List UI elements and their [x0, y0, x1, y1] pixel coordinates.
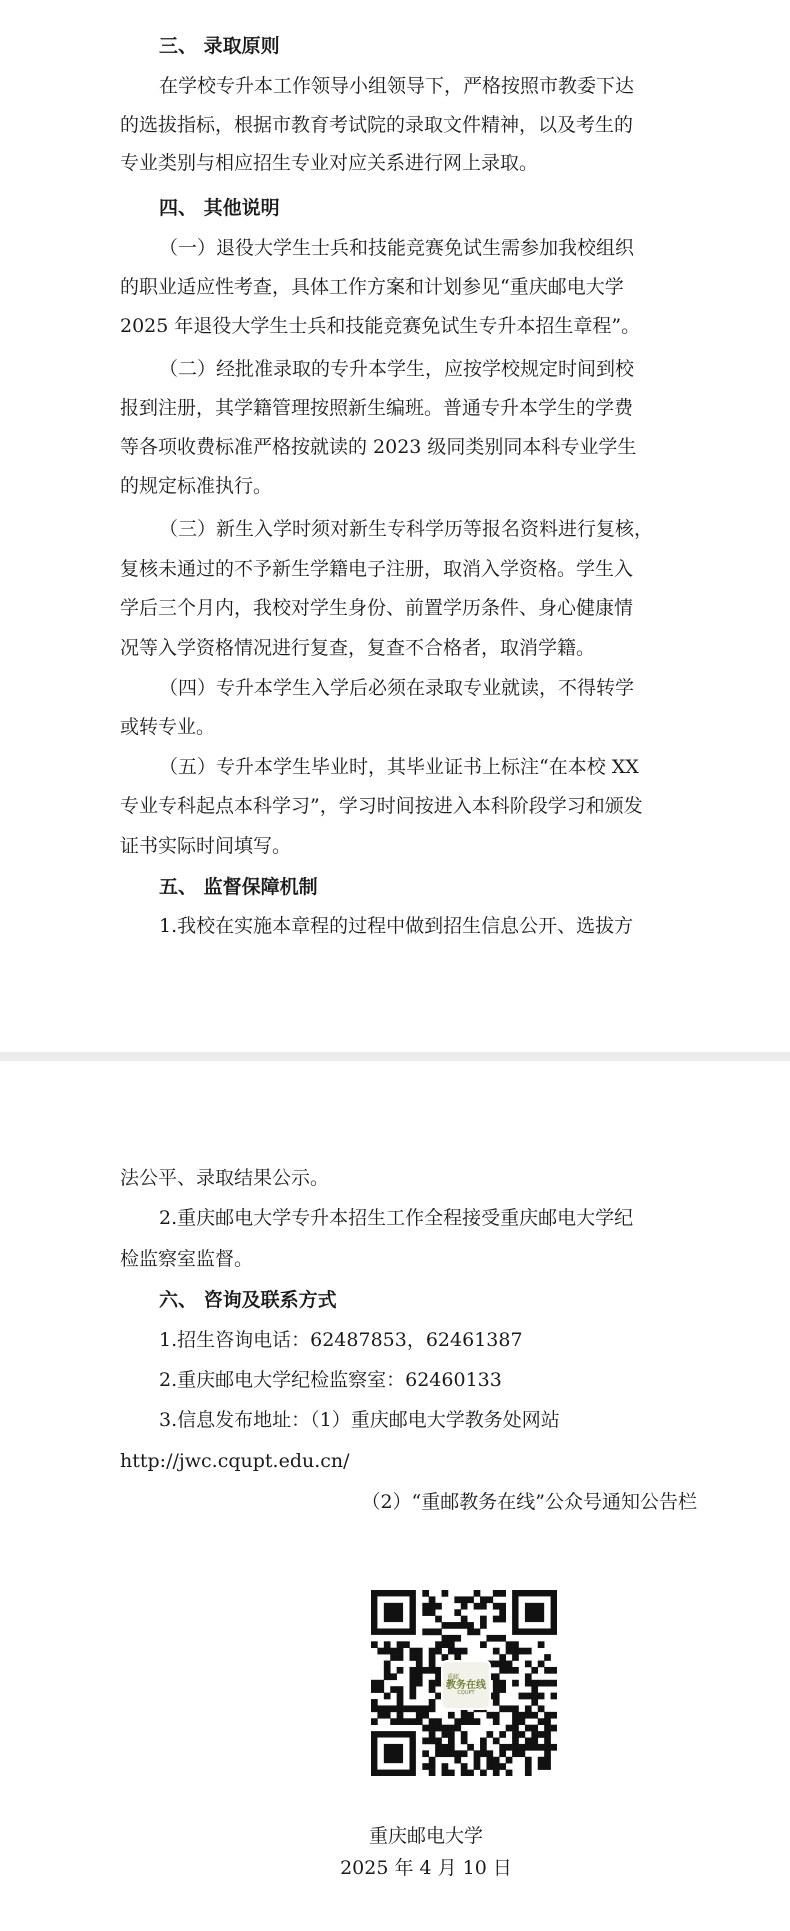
qr-center-logo [441, 1660, 491, 1710]
qr-logo-sub: CQUPT [457, 1689, 475, 1696]
paragraph-line: 法公平、录取结果公示。 [120, 1167, 330, 1189]
contact-address-line: 3.信息发布地址：（1）重庆邮电大学教务处网站 [159, 1409, 560, 1431]
section-6-heading: 六、 咨询及联系方式 [159, 1289, 337, 1311]
section-3-heading: 三、 录取原则 [159, 35, 280, 57]
paragraph-line: 专业类别与相应招生专业对应关系进行网上录取。 [120, 152, 539, 174]
paragraph-line: 专业专科起点本科学习”，学习时间按进入本科阶段学习和颁发 [120, 795, 643, 817]
paragraph-line: 等各项收费标准严格按就读的 2023 级同类别同本科专业学生 [120, 436, 637, 458]
paragraph-line: （五）专升本学生毕业时，其毕业证书上标注“在本校 XX [159, 756, 639, 778]
paragraph-line: 1.我校在实施本章程的过程中做到招生信息公开、选拔方 [159, 915, 634, 937]
qr-logo-main: 教务在线 [446, 1679, 486, 1691]
paragraph-line: （四）专升本学生入学后必须在录取专业就读，不得转学 [159, 677, 635, 699]
paragraph-line: 的职业适应性考查，具体工作方案和计划参见“重庆邮电大学 [120, 276, 624, 298]
paragraph-line: 复核未通过的不予新生学籍电子注册，取消入学资格。学生入 [120, 558, 634, 580]
paragraph-line: 2.重庆邮电大学专升本招生工作全程接受重庆邮电大学纪 [159, 1207, 634, 1229]
qr-code-icon [371, 1590, 557, 1776]
section-5-heading: 五、 监督保障机制 [159, 876, 318, 898]
wechat-account-note: （2）“重邮教务在线”公众号通知公告栏 [361, 1491, 697, 1513]
paragraph-line: 的选拔指标，根据市教育考试院的录取文件精神，以及考生的 [120, 114, 634, 136]
paragraph-line: 的规定标准执行。 [120, 475, 273, 497]
section-4-heading: 四、 其他说明 [159, 197, 280, 219]
website-url: http://jwc.cqupt.edu.cn/ [120, 1450, 350, 1472]
paragraph-line: 2025 年退役大学生士兵和技能竞赛免试生专升本招生章程”。 [120, 315, 641, 337]
paragraph-line: 在学校专升本工作领导小组领导下，严格按照市教委下达 [159, 75, 635, 97]
contact-inspection-office: 2.重庆邮电大学纪检监察室：62460133 [159, 1369, 502, 1391]
paragraph-line: 学后三个月内，我校对学生身份、前置学历条件、身心健康情 [120, 597, 634, 619]
paragraph-line: 证书实际时间填写。 [120, 835, 292, 857]
contact-phone: 1.招生咨询电话：62487853，62461387 [159, 1329, 523, 1351]
paragraph-line: （二）经批准录取的专升本学生，应按学校规定时间到校 [159, 358, 635, 380]
page-separator [0, 1052, 790, 1061]
paragraph-line: 况等入学资格情况进行复查，复查不合格者，取消学籍。 [120, 637, 596, 659]
paragraph-line: （三）新生入学时须对新生专科学历等报名资料进行复核， [159, 518, 654, 540]
paragraph-line: （一）退役大学生士兵和技能竞赛免试生需参加我校组织 [159, 237, 635, 259]
paragraph-line: 或转专业。 [120, 716, 216, 738]
qr-logo-top: 重邮 [447, 1673, 460, 1681]
signature-date: 2025 年 4 月 10 日 [340, 1857, 512, 1879]
paragraph-line: 检监察室监督。 [120, 1248, 254, 1270]
signature-organization: 重庆邮电大学 [368, 1825, 483, 1847]
paragraph-line: 报到注册，其学籍管理按照新生编班。普通专升本学生的学费 [120, 397, 634, 419]
